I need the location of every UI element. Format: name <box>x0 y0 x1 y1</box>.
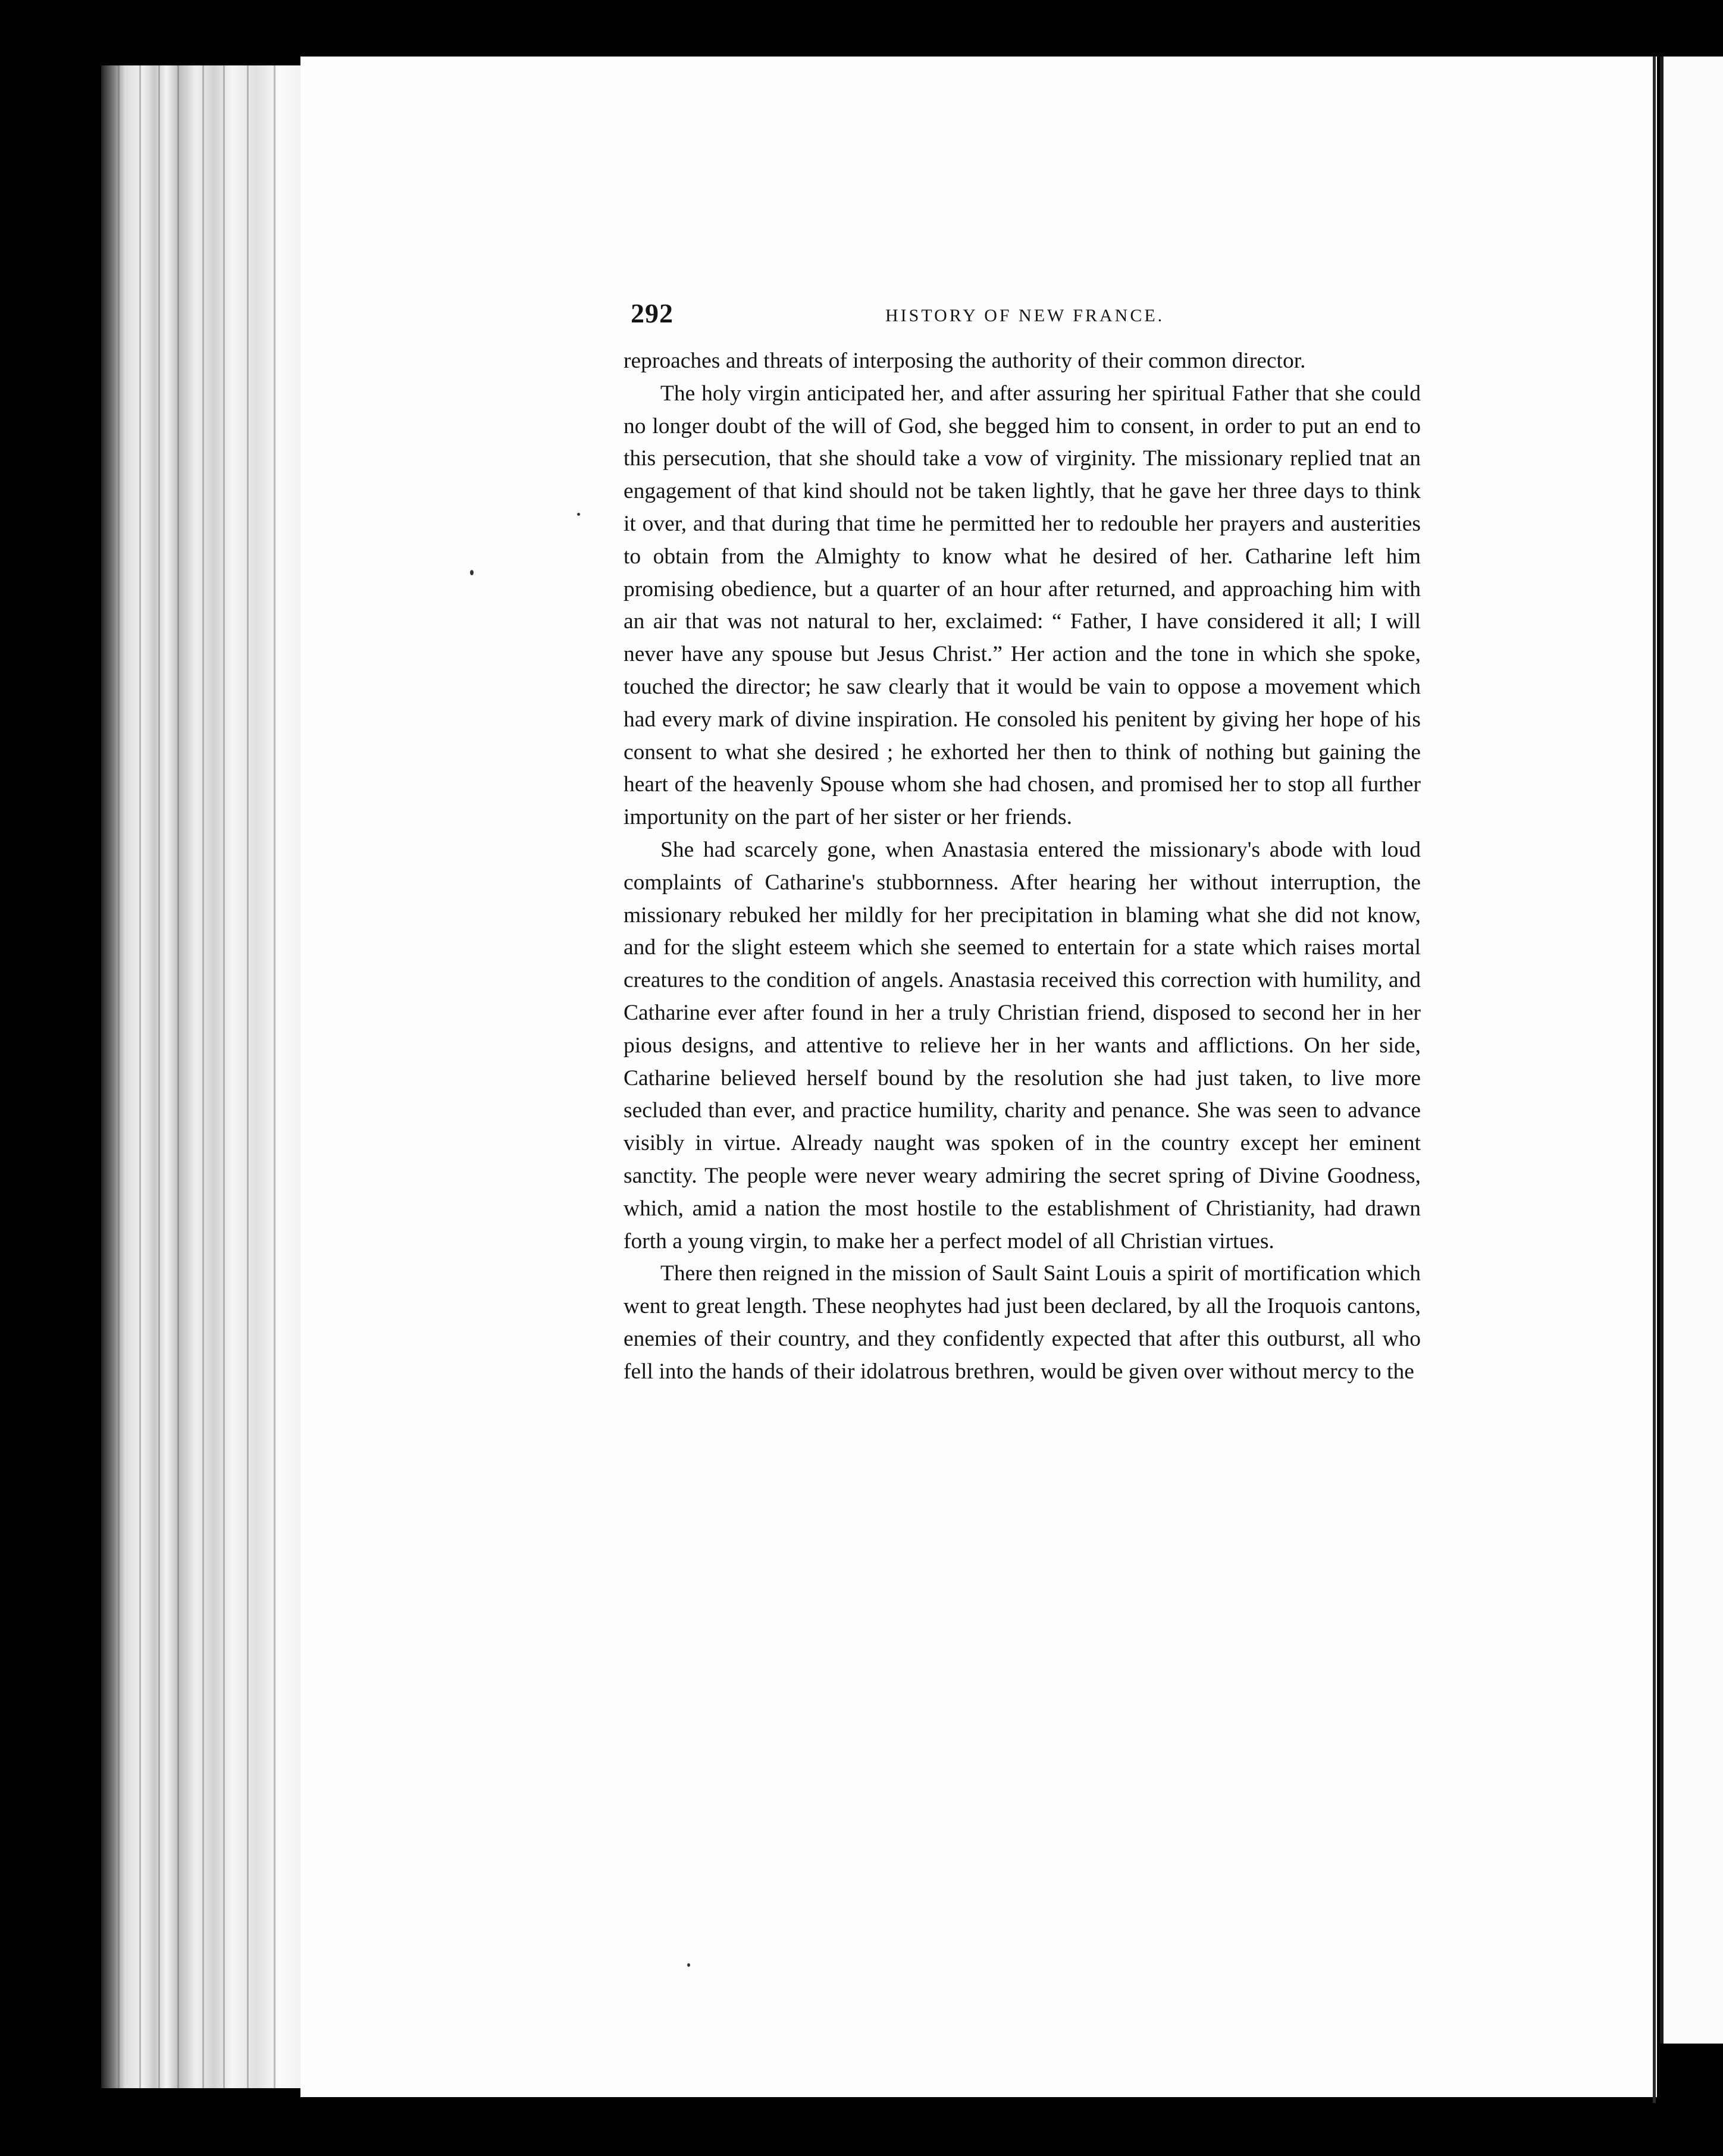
edge-line <box>118 65 120 2088</box>
book-page-edges <box>101 65 306 2088</box>
edge-line <box>158 65 160 2088</box>
edge-line <box>202 65 204 2088</box>
paragraph: She had scarcely gone, when Anastasia entered the missionary's abode with loud complaints of Catharine's stubbornness. After hearing her without interruption, the missionary rebuked her mildly for her precipitation in blaming what she did not know, and for the slight esteem which she seemed to entertain for a state which raises mortal creatures to the condition of angels. Anastasia received this correction with humility, and Catharine ever after found in her a truly Christian friend, disposed to second her in her pious designs, and attentive to relieve her in her wants and afflictions. On her side, Catharine believed herself bound by the resolution she had just taken, to live more secluded than ever, and practice humility, charity and penance. She was seen to advance visibly in virtue. Already naught was spoken of in the country except her eminent sanctity. The people were never weary admiring the secret spring of Divine Goodness, which, amid a nation the most hostile to the establishment of Christianity, had drawn forth a young virgin, to make her a perfect model of all Christian virtues. <box>624 837 1421 1254</box>
running-head <box>624 297 1421 345</box>
edge-line <box>139 65 141 2088</box>
paragraph: reproaches and threats of interposing the authority of their common director. <box>624 349 1306 373</box>
edge-line <box>223 65 225 2088</box>
paragraph: There then reigned in the mission of Sault Saint Louis a spirit of mortification which went to great length. These neophytes had just been declared, by all the Iroquois cantons, enemies of their country, and they confidently expected that after this outburst, all who fell into the hands of their idolatrous brethren, would be given over without mercy to the <box>624 1261 1421 1384</box>
edge-line <box>274 65 275 2088</box>
page-number: 292 <box>631 298 673 328</box>
edge-line <box>247 65 249 2088</box>
scan-speck <box>470 570 474 575</box>
edge-line <box>177 65 179 2088</box>
gutter-shadow <box>1653 57 1656 2103</box>
scan-speck <box>687 1963 690 1967</box>
scan-speck <box>577 513 580 516</box>
facing-page-edge <box>1660 57 1723 2044</box>
running-title: HISTORY OF NEW FRANCE. <box>885 306 1165 325</box>
text-block <box>624 297 1421 1389</box>
paragraph: The holy virgin anticipated her, and after assuring her spiritual Father that she could no longer doubt of the will of God, she begged him to consent, in order to put an end to this persecution, that she should take a vow of virginity. The missionary replied tnat an engagement of that kind should not be taken lightly, that he gave her three days to think it over, and that during that time he permitted her to redouble her prayers and austerities to obtain from the Almighty to know what he desired of her. Catharine left him promising obedience, but a quarter of an hour after returned, and approaching him with an air that was not natural to her, exclaimed: “ Father, I have considered it all; I will never have any spouse but Jesus Christ.” Her action and the tone in which she spoke, touched the director; he saw clearly that it would be vain to oppose a movement which had every mark of divine inspiration. He consoled his penitent by giving her hope of his consent to what she desired ; he exhorted her then to think of nothing but gaining the heart of the heavenly Spouse whom she had chosen, and promised her to stop all further importunity on the part of her sister or her friends. <box>624 381 1421 830</box>
